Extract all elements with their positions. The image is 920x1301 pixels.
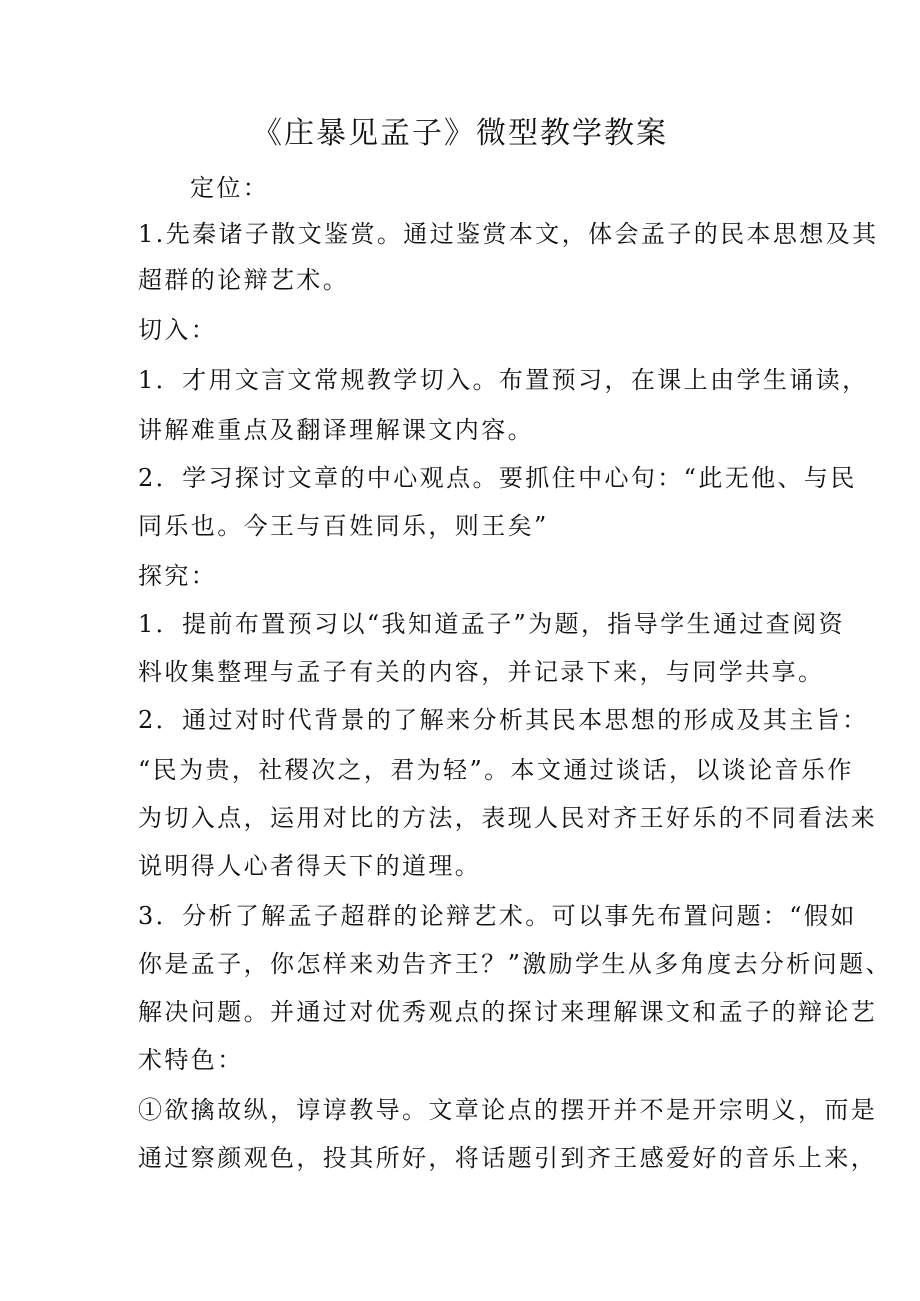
paragraph-line: 讲解难重点及翻译理解课文内容。 xyxy=(138,416,534,444)
paragraph-line: 超群的论辩艺术。 xyxy=(138,266,350,294)
paragraph-line: 通过察颜观色，投其所好，将话题引到齐王感爱好的音乐上来， xyxy=(138,1144,878,1172)
paragraph-line: 1.先秦诸子散文鉴赏。通过鉴赏本文，体会孟子的民本思想及其 xyxy=(138,220,879,248)
paragraph-line: 1．提前布置预习以“我知道孟子”为题，指导学生通过查阅资 xyxy=(138,610,846,638)
paragraph-line: 你是孟子，你怎样来劝告齐王？”激励学生从多角度去分析问题、 xyxy=(138,950,892,978)
paragraph-line: 为切入点，运用对比的方法，表现人民对齐王好乐的不同看法来 xyxy=(138,804,878,832)
paragraph-line: 术特色： xyxy=(138,1046,244,1074)
paragraph-line: 料收集整理与孟子有关的内容，并记录下来，与同学共享。 xyxy=(138,658,825,686)
paragraph-line: 定位： xyxy=(190,174,270,202)
paragraph-line: 3．分析了解孟子超群的论辩艺术。可以事先布置问题：“假如 xyxy=(138,902,857,930)
paragraph-line: 2．学习探讨文章的中心观点。要抓住中心句：“此无他、与民 xyxy=(138,464,857,492)
document-title: 《庄暴见孟子》微型教学教案 xyxy=(252,116,668,151)
paragraph-line: 解决问题。并通过对优秀观点的探讨来理解课文和孟子的辩论艺 xyxy=(138,998,878,1026)
paragraph-line: 探究： xyxy=(138,562,218,590)
paragraph-line: 2．通过对时代背景的了解来分析其民本思想的形成及其主旨： xyxy=(138,706,869,734)
paragraph-line: 同乐也。今王与百姓同乐，则王矣” xyxy=(138,512,549,540)
paragraph-line: ①欲擒故纵，谆谆教导。文章论点的摆开并不是开宗明义，而是 xyxy=(138,1096,878,1124)
paragraph-line: 1．才用文言文常规教学切入。布置预习，在课上由学生诵读， xyxy=(138,366,869,394)
paragraph-line: “民为贵，社稷次之，君为轻”。本文通过谈话，以谈论音乐作 xyxy=(138,756,854,784)
paragraph-line: 切入： xyxy=(138,316,218,344)
paragraph-line: 说明得人心者得天下的道理。 xyxy=(138,852,482,880)
